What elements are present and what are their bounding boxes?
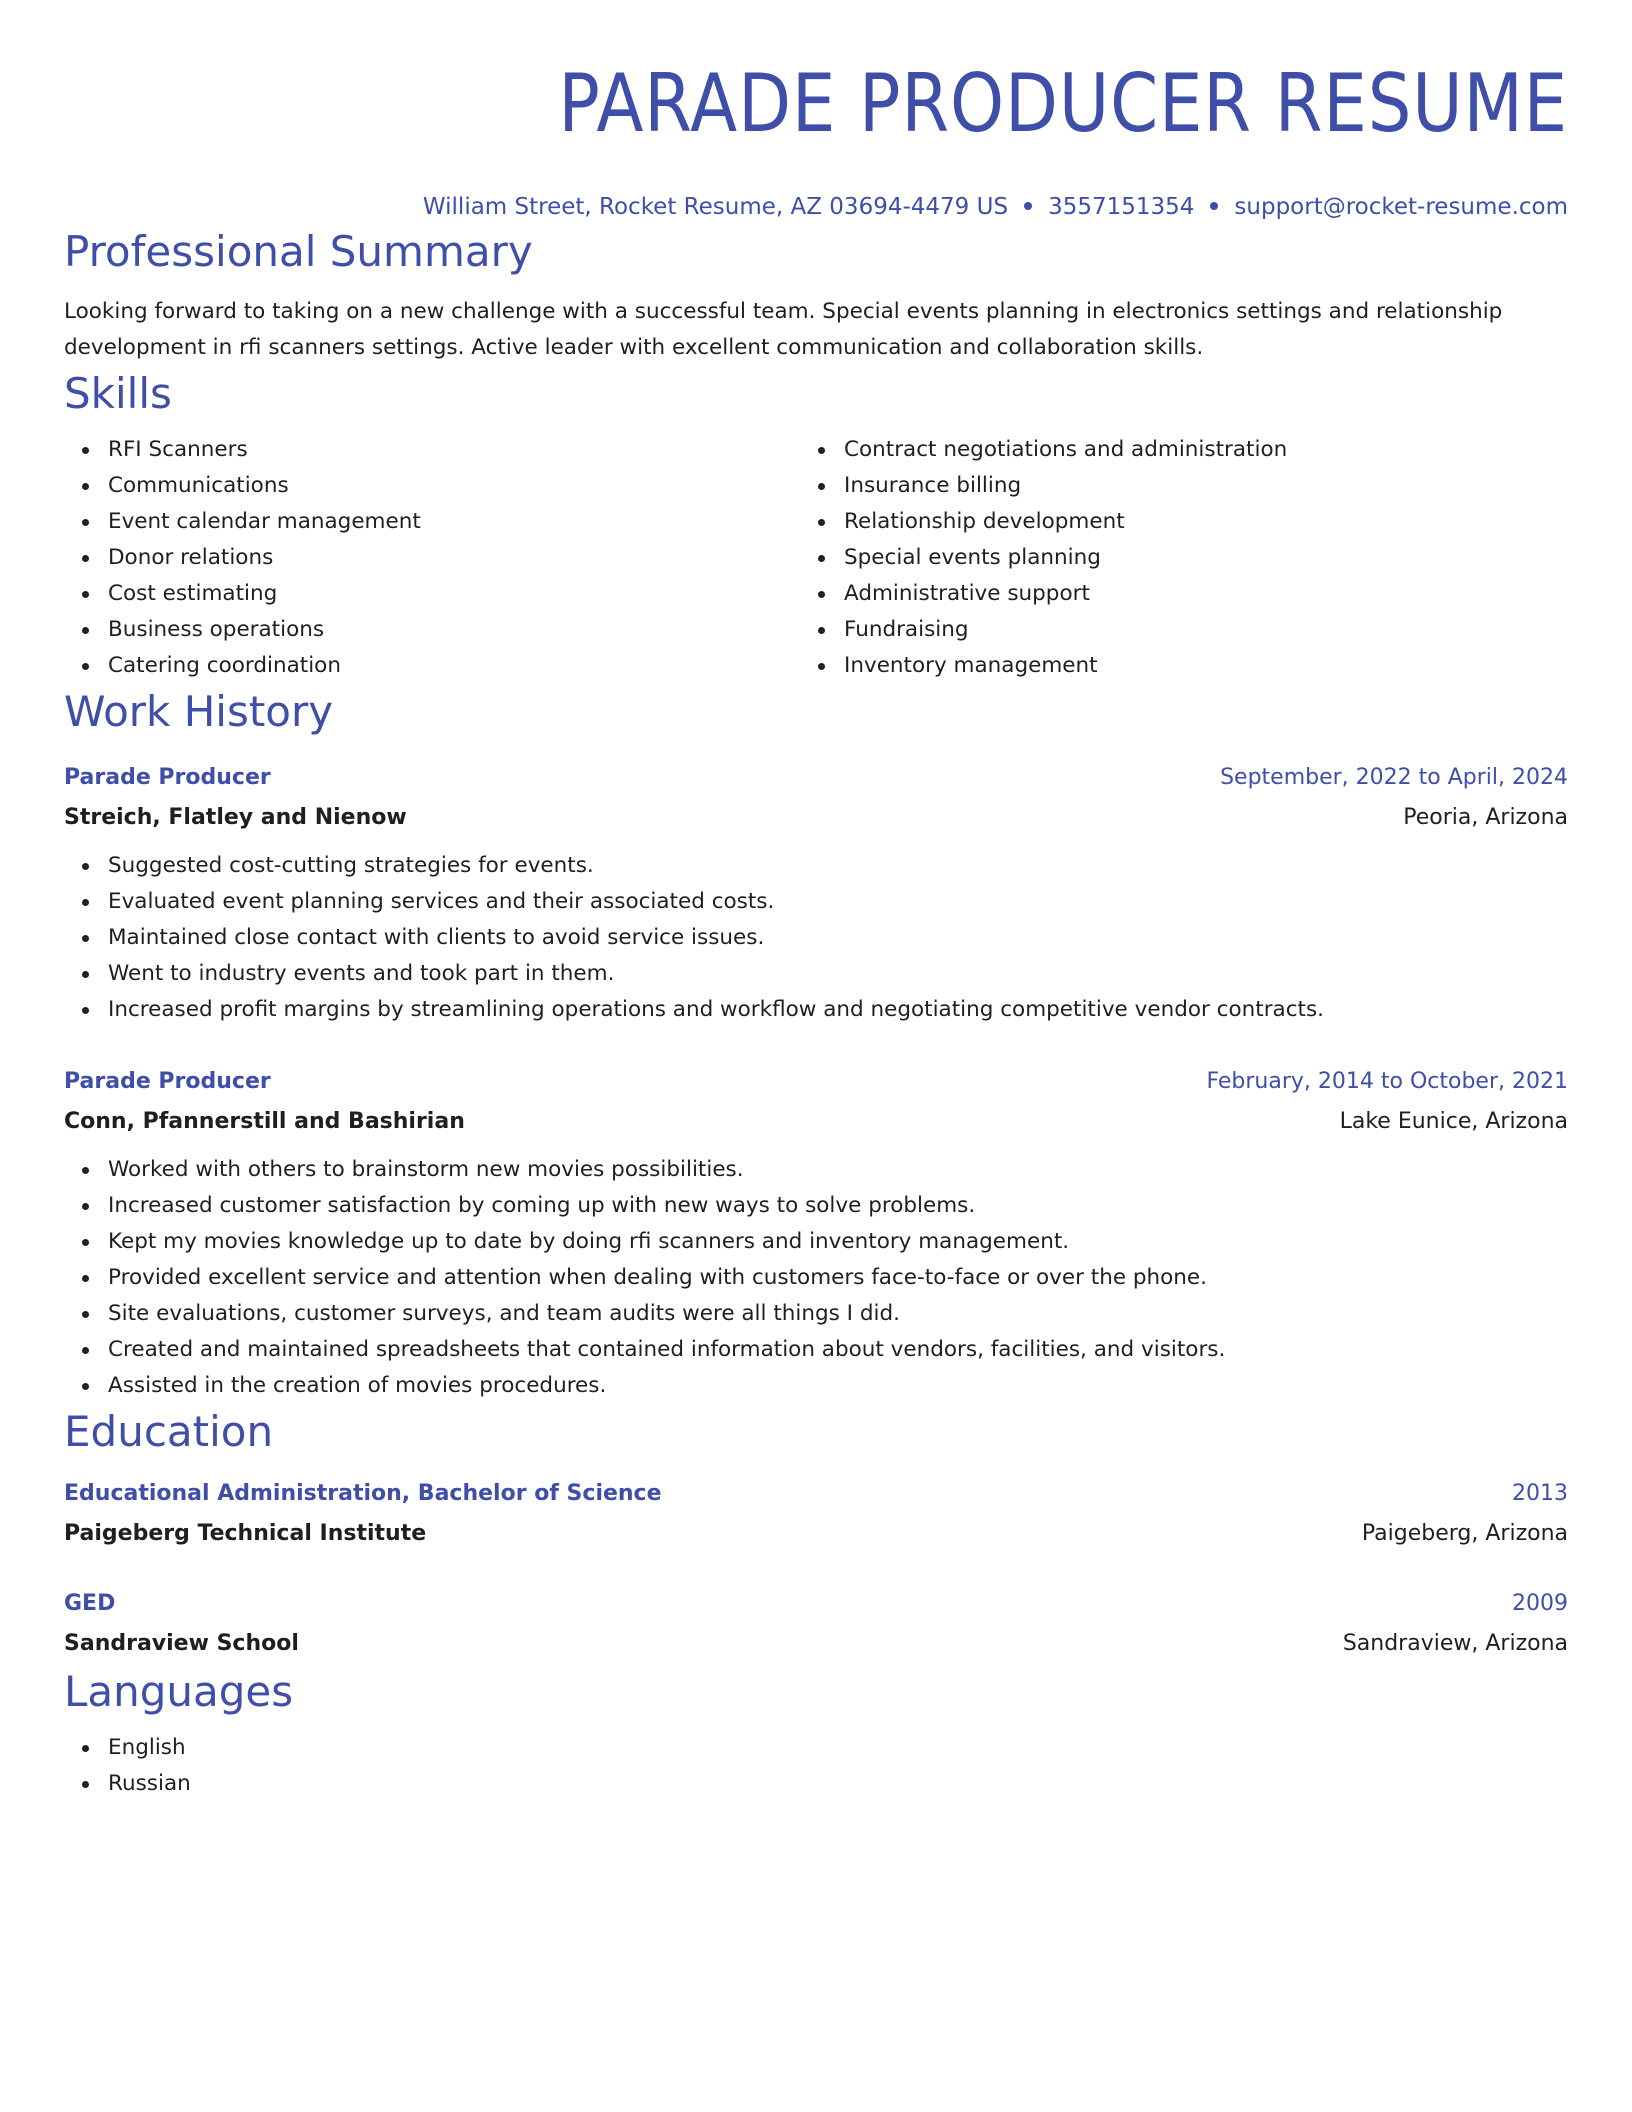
education-year: 2009 xyxy=(1512,1591,1568,1616)
education-heading: Education xyxy=(64,1407,274,1456)
skill-item: Special events planning xyxy=(844,540,1536,576)
education-entry xyxy=(64,1584,1568,1664)
job-bullet: Assisted in the creation of movies procedures. xyxy=(108,1368,1568,1404)
job-location: Peoria, Arizona xyxy=(1403,805,1568,830)
job-bullet: Kept my movies knowledge up to date by doing rfi scanners and inventory management. xyxy=(108,1224,1568,1260)
skill-item: Catering coordination xyxy=(108,648,800,684)
skill-item: Event calendar management xyxy=(108,504,800,540)
job-bullets xyxy=(64,848,1568,1028)
skill-item: Fundraising xyxy=(844,612,1536,648)
languages-heading: Languages xyxy=(64,1667,294,1716)
education-location: Paigeberg, Arizona xyxy=(1361,1521,1568,1546)
contact-phone: 3557151354 xyxy=(1048,194,1195,220)
skills-column-left xyxy=(64,432,800,684)
contact-address: William Street, Rocket Resume, AZ 03694-4479 US xyxy=(422,194,1009,220)
education-degree: Educational Administration, Bachelor of Science xyxy=(64,1481,662,1506)
skill-item: Relationship development xyxy=(844,504,1536,540)
job-company: Streich, Flatley and Nienow xyxy=(64,805,407,830)
skill-item: Donor relations xyxy=(108,540,800,576)
education-entry xyxy=(64,1474,1568,1554)
job-company: Conn, Pfannerstill and Bashirian xyxy=(64,1109,465,1134)
skill-item: Cost estimating xyxy=(108,576,800,612)
education-degree-row xyxy=(64,1584,1568,1624)
job-bullet: Worked with others to brainstorm new movies possibilities. xyxy=(108,1152,1568,1188)
skills-heading: Skills xyxy=(64,369,172,418)
skill-item: Communications xyxy=(108,468,800,504)
job-bullet: Increased customer satisfaction by coming up with new ways to solve problems. xyxy=(108,1188,1568,1224)
job-dates: September, 2022 to April, 2024 xyxy=(1220,765,1568,790)
job-title: Parade Producer xyxy=(64,765,271,790)
skill-item: Administrative support xyxy=(844,576,1536,612)
education-degree-row xyxy=(64,1474,1568,1514)
job-bullet: Evaluated event planning services and their associated costs. xyxy=(108,884,1568,920)
job-employer-row xyxy=(64,1102,1568,1142)
job-bullet: Created and maintained spreadsheets that contained information about vendors, facilities, and visitors. xyxy=(108,1332,1568,1368)
job-bullet: Maintained close contact with clients to avoid service issues. xyxy=(108,920,1568,956)
job-bullet: Provided excellent service and attention when dealing with customers face-to-face or over the phone. xyxy=(108,1260,1568,1296)
education-degree: GED xyxy=(64,1591,116,1616)
separator-dot xyxy=(1210,202,1218,210)
job-dates: February, 2014 to October, 2021 xyxy=(1206,1069,1568,1094)
resume-title: PARADE PRODUCER RESUME xyxy=(558,57,1568,150)
job-title: Parade Producer xyxy=(64,1069,271,1094)
skill-item: Insurance billing xyxy=(844,468,1536,504)
contact-email[interactable]: support@rocket-resume.com xyxy=(1234,194,1568,220)
education-school: Paigeberg Technical Institute xyxy=(64,1521,427,1546)
separator-dot xyxy=(1024,202,1032,210)
education-location: Sandraview, Arizona xyxy=(1342,1631,1568,1656)
job-bullet: Suggested cost-cutting strategies for events. xyxy=(108,848,1568,884)
language-item: English xyxy=(108,1730,1568,1766)
education-school-row xyxy=(64,1514,1568,1554)
skills-list xyxy=(64,432,1568,684)
job-header-row xyxy=(64,758,1568,798)
job-bullet: Increased profit margins by streamlining operations and workflow and negotiating competitive vendor contracts. xyxy=(108,992,1568,1028)
education-year: 2013 xyxy=(1512,1481,1568,1506)
summary-heading: Professional Summary xyxy=(64,227,533,276)
education-school-row xyxy=(64,1624,1568,1664)
job-bullet: Went to industry events and took part in them. xyxy=(108,956,1568,992)
language-item: Russian xyxy=(108,1766,1568,1802)
job-location: Lake Eunice, Arizona xyxy=(1339,1109,1568,1134)
job-entry xyxy=(64,1062,1568,1404)
job-entry xyxy=(64,758,1568,1028)
summary-text: Looking forward to taking on a new challenge with a successful team. Special events planning in electronics settings and relationship development in rfi scanners settings. Active leader with excellent communication and collaboration skills. xyxy=(64,299,1503,360)
education-school: Sandraview School xyxy=(64,1631,299,1656)
skill-item: Business operations xyxy=(108,612,800,648)
languages-list xyxy=(64,1730,1568,1802)
skills-column-right xyxy=(800,432,1536,684)
skill-item: Contract negotiations and administration xyxy=(844,432,1536,468)
skill-item: RFI Scanners xyxy=(108,432,800,468)
job-header-row xyxy=(64,1062,1568,1102)
work-history-heading: Work History xyxy=(64,687,334,736)
job-employer-row xyxy=(64,798,1568,838)
skill-item: Inventory management xyxy=(844,648,1536,684)
job-bullet: Site evaluations, customer surveys, and team audits were all things I did. xyxy=(108,1296,1568,1332)
job-bullets xyxy=(64,1152,1568,1404)
contact-line xyxy=(64,190,1568,224)
